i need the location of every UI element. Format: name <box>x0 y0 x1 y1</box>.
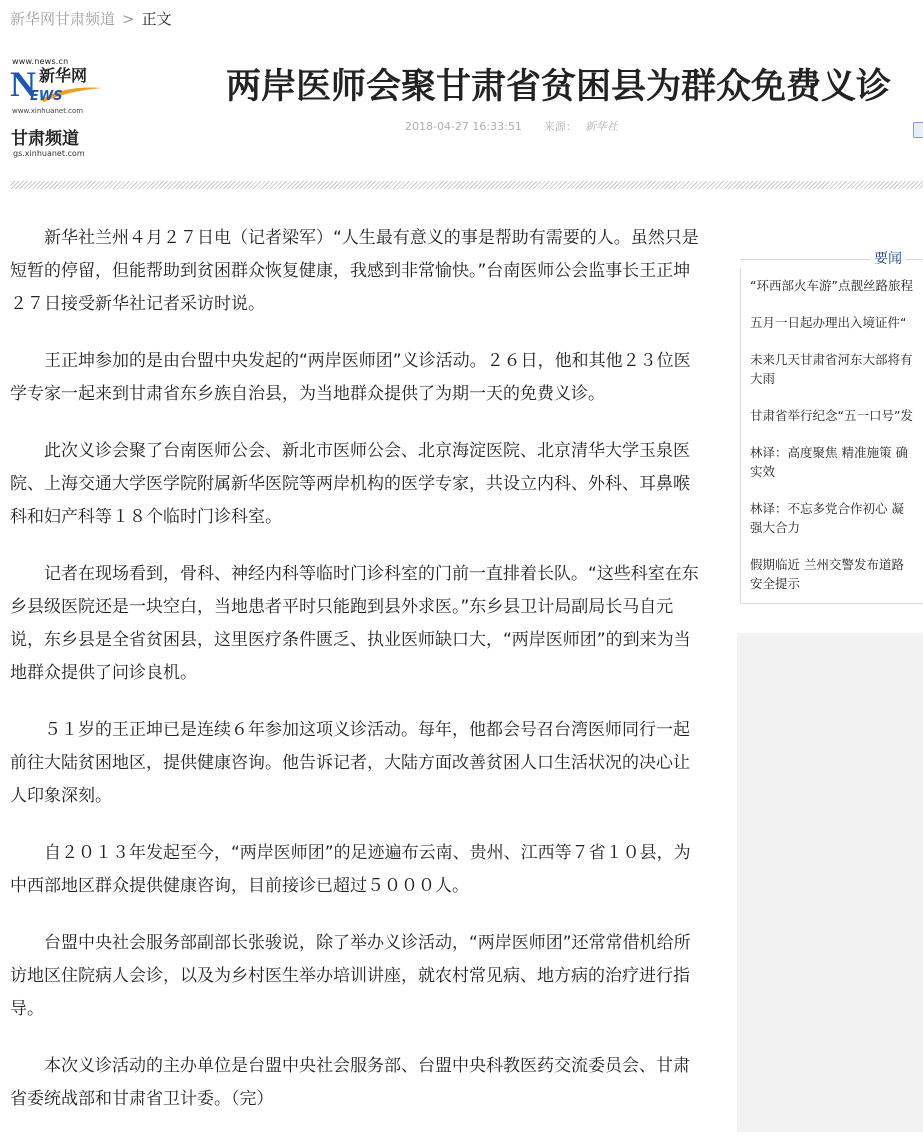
article-paragraph: 此次义诊会聚了台南医师公会、新北市医师公会、北京海淀医院、北京清华大学玉泉医院、上海交通大学医学院附属新华医院等两岸机构的医学专家，共设立内科、外科、耳鼻喉科和妇产科等１８个临时门诊科室。 <box>10 441 690 527</box>
sidebar-news-link[interactable]: 五月一日起办理出入境证件“ <box>750 315 907 330</box>
article-title: 两岸医师会聚甘肃省贫困县为群众免费义诊 <box>226 67 892 107</box>
breadcrumb <box>10 8 172 29</box>
sidebar-news <box>740 250 923 604</box>
sidebar-news-link[interactable]: “环西部火车游”点靓丝路旅程 <box>750 278 913 293</box>
breadcrumb-current: 正文 <box>141 10 172 28</box>
article-paragraph: 记者在现场看到，骨科、神经内科等临时门诊科室的门前一直排着长队。“这些科室在东乡县级医院还是一块空白，当地患者平时只能跑到县外求医。”东乡县卫计局副局长马自元说，东乡县是全省贫困县，这里医疗条件匮乏、执业医师缺口大，“两岸医师团”的到来为当地群众提供了问诊良机。 <box>10 564 699 683</box>
sidebar-header <box>740 250 923 268</box>
sidebar-news-link[interactable]: 假期临近 兰州交警发布道路 安全提示 <box>750 557 904 591</box>
article-datetime: 2018-04-27 16:33:51 <box>405 120 522 133</box>
sidebar-news-link[interactable]: 林译：高度聚焦 精准施策 确 实效 <box>750 445 908 479</box>
share-icon[interactable] <box>913 122 923 138</box>
logo-brand-letter: N <box>10 64 36 104</box>
breadcrumb-separator: > <box>122 10 135 28</box>
logo-site-url: www.news.cn <box>12 57 69 66</box>
sidebar-ad-area <box>737 633 923 1132</box>
article-meta <box>405 118 618 134</box>
logo-brand-letters: EWS <box>30 89 63 104</box>
article-body <box>10 222 700 1140</box>
sidebar-news-link[interactable]: 林译：不忘多党合作初心 凝 强大合力 <box>750 501 904 535</box>
header-divider <box>10 181 923 189</box>
article-source: 新华社 <box>584 120 618 133</box>
sidebar-heading: 要闻 <box>870 250 906 268</box>
sidebar-news-link[interactable]: 未来几天甘肃省河东大部将有 大雨 <box>750 352 913 386</box>
sidebar-news-link[interactable]: 甘肃省举行纪念“五一口号”发 <box>750 408 913 423</box>
logo-channel-name: 甘肃频道 <box>11 129 79 149</box>
article-paragraph: 本次义诊活动的主办单位是台盟中央社会服务部、台盟中央科教医药交流委员会、甘肃省委统战部和甘肃省卫计委。（完） <box>10 1056 690 1109</box>
article-paragraph: ５１岁的王正坤已是连续６年参加这项义诊活动。每年，他都会号召台湾医师同行一起前往大陆贫困地区，提供健康咨询。他告诉记者，大陆方面改善贫困人口生活状况的决心让人印象深刻。 <box>10 720 690 806</box>
sidebar-list <box>740 268 923 604</box>
article-paragraph: 台盟中央社会服务部副部长张骏说，除了举办义诊活动，“两岸医师团”还常常借机给所访地区住院病人会诊，以及为乡村医生举办培训讲座，就农村常见病、地方病的治疗进行指导。 <box>10 933 691 1019</box>
logo-channel-url: gs.xinhuanet.com <box>13 149 85 158</box>
article-paragraph: 自２０１３年发起至今，“两岸医师团”的足迹遍布云南、贵州、江西等７省１０县，为中西部地区群众提供健康咨询，目前接诊已超过５０００人。 <box>10 843 691 896</box>
site-logo[interactable] <box>10 56 120 166</box>
article-paragraph: 王正坤参加的是由台盟中央发起的“两岸医师团”义诊活动。２６日，他和其他２３位医学专家一起来到甘肃省东乡族自治县，为当地群众提供了为期一天的免费义诊。 <box>10 351 691 404</box>
logo-sub-url: www.xinhuanet.com <box>12 107 84 115</box>
article-paragraph: 新华社兰州４月２７日电（记者梁军）“人生最有意义的事是帮助有需要的人。虽然只是短暂的停留，但能帮助到贫困群众恢复健康，我感到非常愉快。”台南医师公会监事长王正坤２７日接受新华社记者采访时说。 <box>10 228 699 314</box>
logo-brand-name: 新华网 <box>39 66 88 85</box>
breadcrumb-channel-link[interactable]: 新华网甘肃频道 <box>10 10 116 28</box>
article-source-label: 来源： <box>543 120 577 133</box>
